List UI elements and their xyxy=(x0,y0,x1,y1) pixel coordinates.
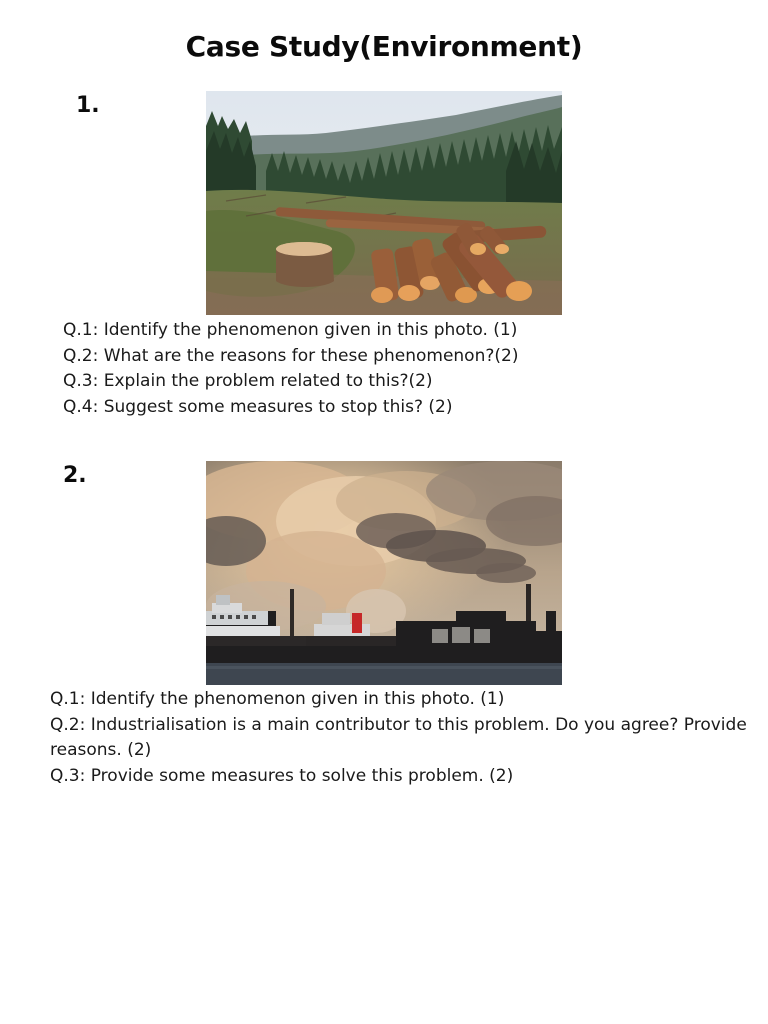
case-1-number: 1. xyxy=(76,93,100,118)
case-2-questions xyxy=(50,687,750,789)
case-2-number: 2. xyxy=(63,463,87,488)
case-1-question-4: Q.4: Suggest some measures to stop this? (2) xyxy=(63,396,453,417)
case-2-question-3: Q.3: Provide some measures to solve this problem. (2) xyxy=(50,765,514,786)
deforestation-photo xyxy=(206,91,562,315)
industrial-pollution-photo xyxy=(206,461,562,685)
case-2-question-2: Q.2: Industrialisation is a main contributor to this problem. Do you agree? Provide reasons. (2) xyxy=(50,714,747,761)
case-1-question-3: Q.3: Explain the problem related to this?(2) xyxy=(63,371,433,392)
case-1-question-2: Q.2: What are the reasons for these phenomenon?(2) xyxy=(63,345,519,366)
page-title: Case Study(Environment) xyxy=(185,30,583,63)
case-1-question-1: Q.1: Identify the phenomenon given in this photo. (1) xyxy=(63,320,518,340)
case-2-question-1: Q.1: Identify the phenomenon given in this photo. (1) xyxy=(50,689,505,709)
case-1-questions xyxy=(63,318,518,420)
